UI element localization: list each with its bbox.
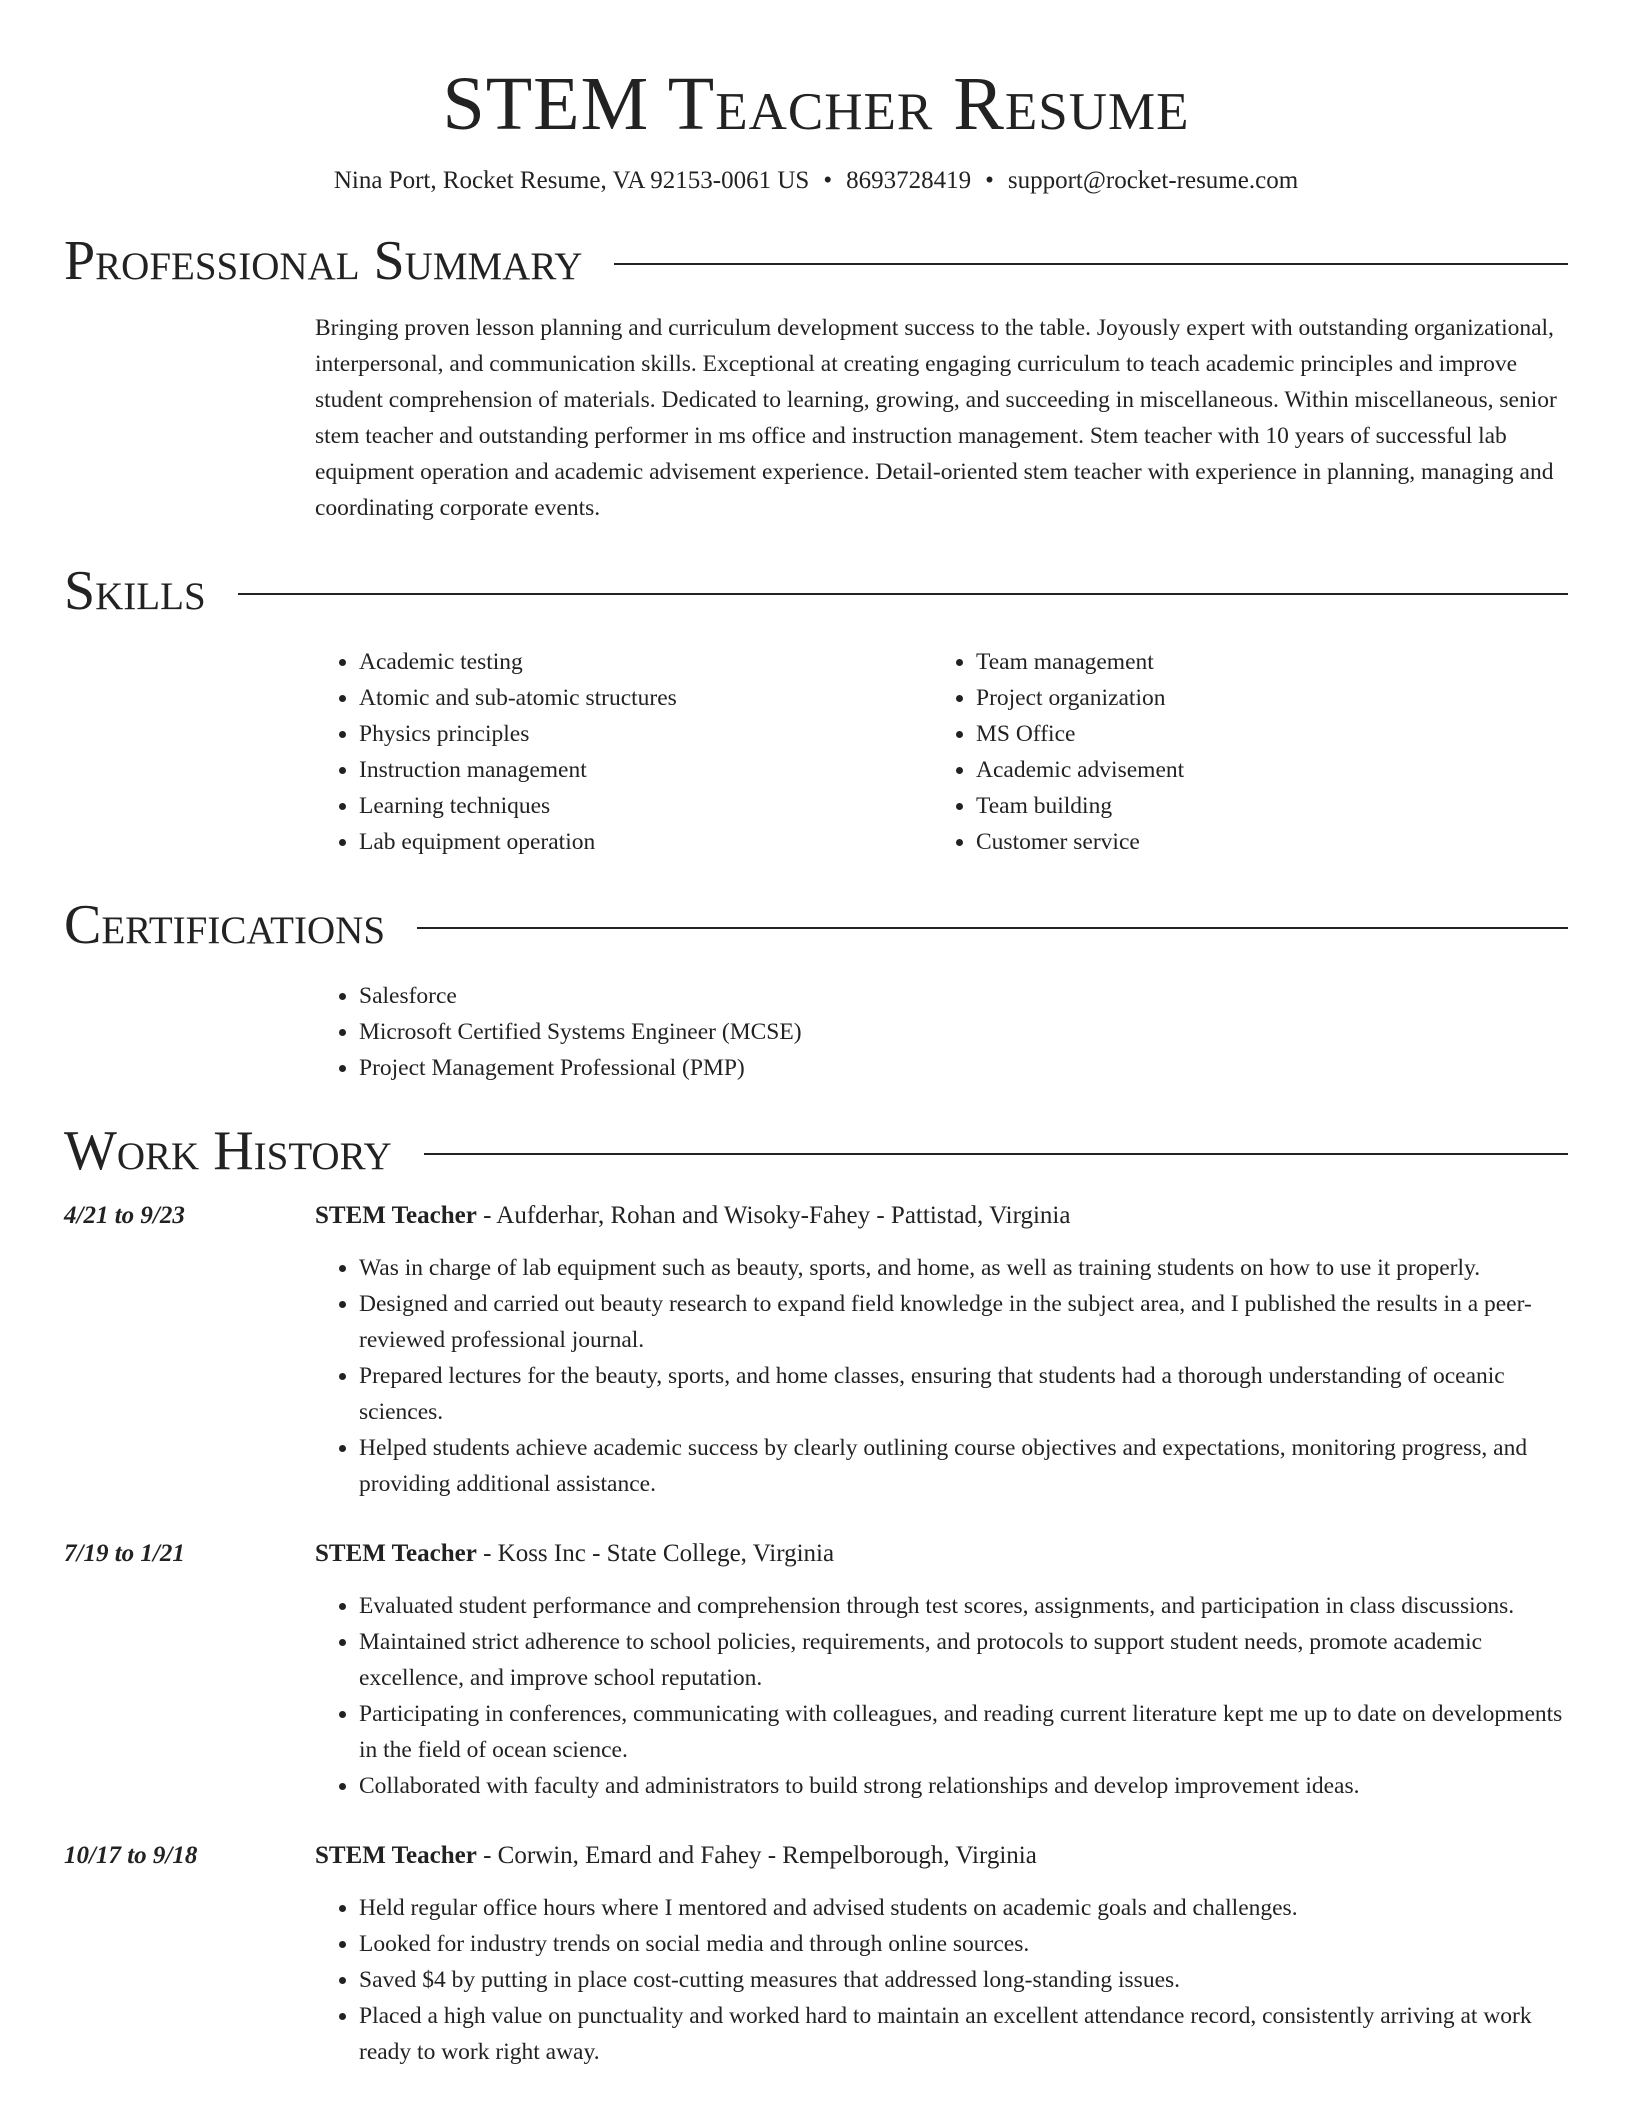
skills-column-left: [315, 644, 932, 860]
job-dates: 10/17 to 9/18: [64, 1842, 198, 1869]
job-entry: [64, 1536, 1568, 1804]
job-bullet: • Placed a high value on punctuality and worked hard to maintain an excellent attendance record, consistently arriving at work ready to work right away.: [359, 1998, 1568, 2070]
job-employer: - Aufderhar, Rohan and Wisoky-Fahey - Pattistad, Virginia: [476, 1202, 1071, 1229]
job-heading: [315, 1536, 834, 1572]
skill-item: • Lab equipment operation: [359, 824, 932, 860]
skill-item: • Team management: [976, 644, 1549, 680]
skill-item: • Learning techniques: [359, 788, 932, 824]
contact-line: [64, 166, 1568, 196]
certification-item: • Microsoft Certified Systems Engineer (MCSE): [359, 1014, 1568, 1050]
skill-item: • Customer service: [976, 824, 1549, 860]
job-bullet: • Collaborated with faculty and administrators to build strong relationships and develop improvement ideas.: [359, 1768, 1568, 1804]
job-employer: - Corwin, Emard and Fahey - Rempelborough, Virginia: [476, 1842, 1037, 1869]
section-rule: [424, 1153, 1568, 1155]
contact-separator: •: [985, 167, 994, 194]
job-dates: 4/21 to 9/23: [64, 1202, 185, 1229]
job-bullet: • Participating in conferences, communicating with colleagues, and reading current literature kept me up to date on developments in the field of ocean science.: [359, 1696, 1568, 1768]
section-title-skills: Skills: [64, 560, 206, 622]
section-header-summary: [64, 232, 1568, 290]
job-bullet: • Prepared lectures for the beauty, sports, and home classes, ensuring that students had a thorough understanding of oceanic sciences.: [359, 1358, 1568, 1430]
job-bullets: [315, 1588, 1568, 1804]
certification-item: • Salesforce: [359, 978, 1568, 1014]
resume-title: STEM Teacher Resume: [442, 62, 1190, 146]
certifications-list: [315, 978, 1568, 1086]
job-bullet: • Maintained strict adherence to school policies, requirements, and protocols to support student needs, promote academic excellence, and improve school reputation.: [359, 1624, 1568, 1696]
skill-item: • Project organization: [976, 680, 1549, 716]
skill-item: • Team building: [976, 788, 1549, 824]
contact-phone: 8693728419: [846, 167, 972, 194]
skill-item: • Academic advisement: [976, 752, 1549, 788]
job-bullet: • Evaluated student performance and comprehension through test scores, assignments, and participation in class discussions.: [359, 1588, 1568, 1624]
skill-item: • Academic testing: [359, 644, 932, 680]
job-heading: [315, 1838, 1037, 1874]
job-bullet: • Designed and carried out beauty research to expand field knowledge in the subject area, and I published the results in a peer-reviewed professional journal.: [359, 1286, 1568, 1358]
section-rule: [614, 263, 1568, 265]
skills-list: [315, 644, 1568, 860]
job-entry: [64, 1198, 1568, 1502]
skills-column-right: [932, 644, 1549, 860]
skill-item: • Instruction management: [359, 752, 932, 788]
job-dates: 7/19 to 1/21: [64, 1540, 185, 1567]
job-bullets: [315, 1890, 1568, 2070]
job-employer: - Koss Inc - State College, Virginia: [476, 1540, 835, 1567]
contact-address: Nina Port, Rocket Resume, VA 92153-0061 US: [333, 167, 810, 194]
job-title: STEM Teacher: [315, 1540, 477, 1567]
section-header-work-history: [64, 1122, 1568, 1180]
skill-item: • Physics principles: [359, 716, 932, 752]
section-header-certifications: [64, 896, 1568, 954]
job-bullet: • Looked for industry trends on social media and through online sources.: [359, 1926, 1568, 1962]
job-header: [64, 1198, 1568, 1234]
job-bullets: [315, 1250, 1568, 1502]
skill-item: • Atomic and sub-atomic structures: [359, 680, 932, 716]
section-title-work-history: Work History: [64, 1120, 392, 1182]
job-bullet: • Saved $4 by putting in place cost-cutting measures that addressed long-standing issues.: [359, 1962, 1568, 1998]
job-bullet: • Helped students achieve academic success by clearly outlining course objectives and expectations, monitoring progress, and providing additional assistance.: [359, 1430, 1568, 1502]
section-rule: [238, 593, 1568, 595]
job-bullet: • Was in charge of lab equipment such as beauty, sports, and home, as well as training students on how to use it properly.: [359, 1250, 1568, 1286]
job-title: STEM Teacher: [315, 1202, 477, 1229]
section-header-skills: [64, 562, 1568, 620]
job-bullet: • Held regular office hours where I mentored and advised students on academic goals and challenges.: [359, 1890, 1568, 1926]
certification-item: • Project Management Professional (PMP): [359, 1050, 1568, 1086]
resume-page: [64, 0, 1568, 2070]
job-heading: [315, 1198, 1070, 1234]
section-rule: [417, 927, 1568, 929]
job-entry: [64, 1838, 1568, 2070]
contact-separator: •: [823, 167, 833, 194]
job-header: [64, 1536, 1568, 1572]
skill-item: • MS Office: [976, 716, 1549, 752]
section-title-summary: Professional Summary: [64, 230, 583, 292]
contact-email: support@rocket-resume.com: [1007, 167, 1299, 194]
job-header: [64, 1838, 1568, 1874]
summary-text: Bringing proven lesson planning and curriculum development success to the table. Joyously expert with outstanding organizational, interpersonal, and communication skills. Exceptional at creating engaging curriculum to teach academic principles and improve student comprehension of materials. Dedicated to learning, growing, and succeeding in miscellaneous. Within miscellaneous, senior stem teacher and outstanding performer in ms office and instruction management. Stem teacher with 10 years of successful lab equipment operation and academic advisement experience. Detail-oriented stem teacher with experience in planning, managing and coordinating corporate events.: [315, 315, 1557, 521]
job-title: STEM Teacher: [315, 1842, 477, 1869]
section-title-certifications: Certifications: [64, 894, 386, 956]
